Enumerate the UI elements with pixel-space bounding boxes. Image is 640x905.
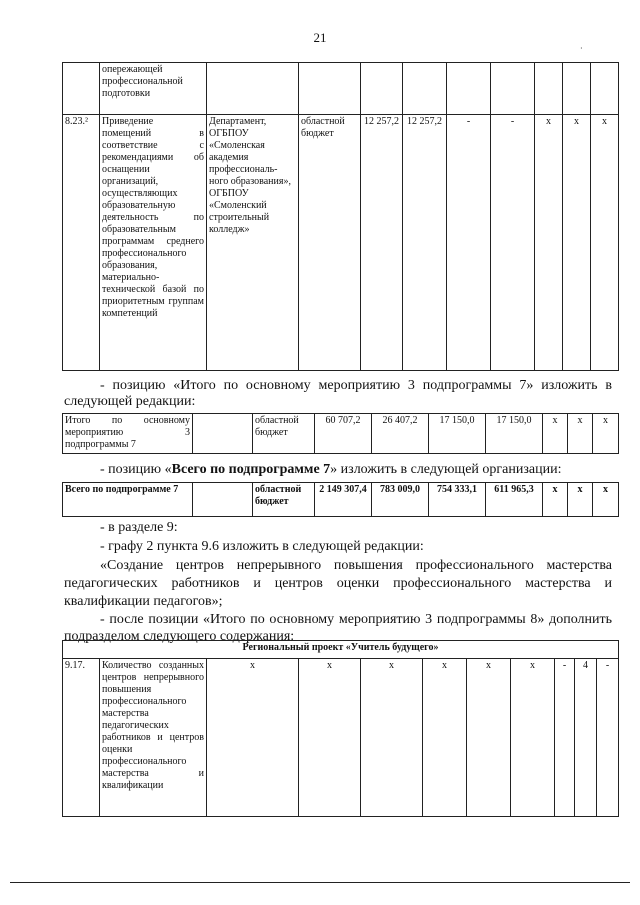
cell-x: x [593, 414, 619, 454]
cell-num: 9.17. [63, 659, 100, 817]
table-vsego [62, 482, 619, 517]
cell-x: x [591, 115, 619, 371]
paragraph-vsego-intro: - позицию «Всего по подпрограмме 7» изложить в следующей организации: [100, 462, 562, 477]
cell-value: 12 257,2 [361, 115, 403, 371]
table-row [63, 115, 619, 371]
table-row [63, 414, 619, 454]
cell-value: 17 150,0 [486, 414, 543, 454]
cell-dash: - [597, 659, 619, 817]
cell-value: 2 149 307,4 [315, 483, 372, 517]
paragraph-section-9: - в разделе 9: [100, 520, 178, 535]
paragraph-quote: «Создание центров непрерывного повышения профессионального мастерства педагогических работников и центров оценки профессионального мастерства и квалификации педагогов»; [64, 558, 612, 609]
table-top [62, 62, 619, 371]
cell-value: 17 150,0 [429, 414, 486, 454]
cell-name: Количество созданных центров непрерывного повышения профессионального мастерства педагогических работников и центров оценки профессионального мастерства и квалификации [100, 659, 207, 817]
cell-value: 12 257,2 [403, 115, 447, 371]
cell-source: областной бюджет [299, 115, 361, 371]
cell-name: Приведение помещений в соответствие с рекомендациями об оснащении организаций, осуществляющих образовательную деятельность по образовательным программам среднего профессионального образования, материально-технической базой по приоритетным группам компетенций [100, 115, 207, 371]
cell-name: Всего по подпрограмме 7 [63, 483, 193, 517]
cell-x: x [423, 659, 467, 817]
cell-value: 611 965,3 [486, 483, 543, 517]
cell-x: x [361, 659, 423, 817]
paragraph-dopolnit: - после позиции «Итого по основному мероприятию 3 подпрограммы 8» дополнить подразделом следующего содержания: [64, 612, 612, 644]
cell-executor: Департамент, ОГБПОУ «Смоленская академия профессиональ-ного образования», ОГБПОУ «Смоленский строительный колледж» [207, 115, 299, 371]
cell-x: x [568, 483, 593, 517]
cell-x: x [543, 483, 568, 517]
cell-value: 754 333,1 [429, 483, 486, 517]
cell-value: 60 707,2 [315, 414, 372, 454]
cell-value: 783 009,0 [372, 483, 429, 517]
table-row [63, 483, 619, 517]
page-number: 21 [313, 30, 327, 45]
cell-x: x [299, 659, 361, 817]
paragraph-itogo-intro: - позицию «Итого по основному мероприятию 3 подпрограммы 7» изложить в следующей редакции: [64, 378, 612, 409]
cell-x: x [563, 115, 591, 371]
cell-x: x [568, 414, 593, 454]
cell-value: 26 407,2 [372, 414, 429, 454]
cell-value: - [447, 115, 491, 371]
cell-dash: - [555, 659, 575, 817]
cell-value: 4 [575, 659, 597, 817]
cell-x: x [467, 659, 511, 817]
cell-num: 8.23.² [63, 115, 100, 371]
cell-x: x [511, 659, 555, 817]
cell-value: - [491, 115, 535, 371]
scan-mark: · [580, 44, 583, 53]
table-row [63, 63, 619, 115]
cell-source: областной бюджет [253, 483, 315, 517]
section-header: Региональный проект «Учитель будущего» [63, 641, 619, 659]
cell-x: x [207, 659, 299, 817]
footer-rule [10, 882, 630, 883]
cell-x: x [543, 414, 568, 454]
cell-x: x [535, 115, 563, 371]
table-itogo [62, 413, 619, 454]
table-row [63, 659, 619, 817]
paragraph-grafa-2: - графу 2 пункта 9.6 изложить в следующей редакции: [100, 539, 424, 554]
cell-name: опережающей профессиональной подготовки [100, 63, 207, 115]
cell-source: областной бюджет [253, 414, 315, 454]
table-bottom [62, 640, 619, 817]
cell-x: x [593, 483, 619, 517]
cell-name: Итого по основному мероприятию 3 подпрограммы 7 [63, 414, 193, 454]
table-header-row [63, 641, 619, 659]
